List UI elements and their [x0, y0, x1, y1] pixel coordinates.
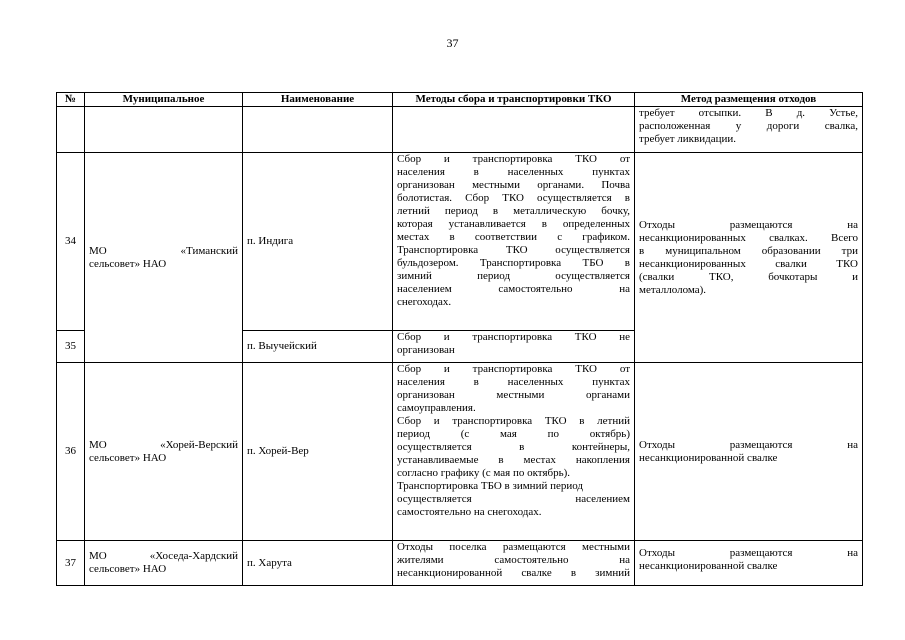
text-line: летний период в металлическую бочку,	[397, 205, 630, 217]
text-line: требует ликвидации.	[639, 133, 736, 145]
text-line: жителями самостоятельно на	[397, 554, 630, 566]
text-line: (свалки ТКО, бочкотары и	[639, 270, 858, 283]
text-line: организован местными органами. Почва	[397, 179, 630, 191]
row-number: 35	[57, 331, 85, 363]
text-line: требует отсыпки. В д. Устье,	[639, 107, 858, 119]
row-name: п. Индига	[243, 153, 393, 331]
cont-placement	[635, 107, 863, 153]
text-line: Транспортировка ТКО осуществляется	[397, 244, 630, 256]
row-municipality	[85, 363, 243, 541]
header-placement: Метод размещения отходов	[635, 93, 863, 107]
header-name: Наименование	[243, 93, 393, 107]
text-line: бульдозером. Транспортировка ТБО в	[397, 257, 630, 269]
row-methods	[393, 331, 635, 363]
row-placement	[635, 541, 863, 586]
row-number: 34	[57, 153, 85, 331]
page-number: 37	[446, 36, 459, 50]
text-line: снегоходах.	[397, 296, 452, 308]
row-placement	[635, 363, 863, 541]
row-municipality	[85, 153, 243, 363]
text-line: несанкционированной свалке в зимний	[397, 567, 630, 579]
table-row	[57, 153, 863, 331]
header-no: №	[57, 93, 85, 107]
text-line: организован местными органами	[397, 389, 630, 401]
text-line: МО «Тиманский	[89, 244, 238, 257]
row-methods	[393, 153, 635, 331]
table-row	[57, 541, 863, 586]
text-line: сельсовет» НАО	[89, 257, 167, 270]
text-line: населения в населенных пунктах	[397, 376, 630, 388]
text-line: период (с мая по октябрь)	[397, 428, 630, 440]
header-municipality: Муниципальное	[85, 93, 243, 107]
text-line: Сбор и транспортировка ТКО не	[397, 331, 630, 343]
row-name: п. Хорей-Вер	[243, 363, 393, 541]
text-line: болотистая. Сбор ТКО осуществляется в	[397, 192, 630, 204]
header-methods: Методы сбора и транспортировки ТКО	[393, 93, 635, 107]
text-line: самостоятельно на снегоходах.	[397, 506, 542, 518]
header-row	[57, 93, 863, 107]
text-line: Сбор и транспортировка ТКО от	[397, 363, 630, 375]
table-row	[57, 363, 863, 541]
text-line: зимний период осуществляется	[397, 270, 630, 282]
text-line: несанкционированных свалки ТКО	[639, 257, 858, 270]
text-line: сельсовет» НАО	[89, 451, 167, 464]
text-line: Сбор и транспортировка ТКО от	[397, 153, 630, 165]
row-placement	[635, 153, 863, 363]
text-line: несанкционированных свалках. Всего	[639, 231, 858, 244]
row-methods	[393, 363, 635, 541]
row-name: п. Выучейский	[243, 331, 393, 363]
text-line: Отходы размещаются на	[639, 218, 858, 231]
text-line: Отходы размещаются на	[639, 547, 858, 559]
text-line: в муниципальном образовании три	[639, 244, 858, 257]
row-methods	[393, 541, 635, 586]
text-line: МО «Хоседа-Хардский	[89, 550, 238, 562]
text-line: Сбор и транспортировка ТКО в летний	[397, 415, 630, 427]
text-line: Отходы поселка размещаются местными	[397, 541, 630, 553]
text-line: населением самостоятельно на	[397, 283, 630, 295]
text-line: согласно графику (с мая по октябрь).	[397, 467, 571, 479]
text-line: устанавливаемые в местах накопления	[397, 454, 630, 466]
row-number: 37	[57, 541, 85, 586]
row-municipality	[85, 541, 243, 586]
text-line: осуществляется населением	[397, 493, 630, 505]
cont-name	[243, 107, 393, 153]
cont-methods	[393, 107, 635, 153]
text-line: которая устанавливается в определенных	[397, 218, 630, 230]
text-line: организован	[397, 344, 455, 356]
text-line: несанкционированной свалке	[639, 451, 778, 464]
text-line: сельсовет» НАО	[89, 563, 167, 575]
text-line: расположенная у дороги свалка,	[639, 120, 858, 132]
waste-table	[56, 92, 863, 586]
text-line: осуществляется в контейнеры,	[397, 441, 630, 453]
text-line: самоуправления.	[397, 402, 476, 414]
row-number: 36	[57, 363, 85, 541]
continuation-row	[57, 107, 863, 153]
row-name: п. Харута	[243, 541, 393, 586]
cont-municipality	[85, 107, 243, 153]
text-line: местах в соответствии с графиком.	[397, 231, 630, 243]
cont-no	[57, 107, 85, 153]
text-line: населения в населенных пунктах	[397, 166, 630, 178]
text-line: металлолома).	[639, 283, 707, 296]
text-line: МО «Хорей-Верский	[89, 438, 238, 451]
text-line: Отходы размещаются на	[639, 438, 858, 451]
text-line: несанкционированной свалке	[639, 560, 778, 572]
text-line: Транспортировка ТБО в зимний период	[397, 480, 584, 492]
